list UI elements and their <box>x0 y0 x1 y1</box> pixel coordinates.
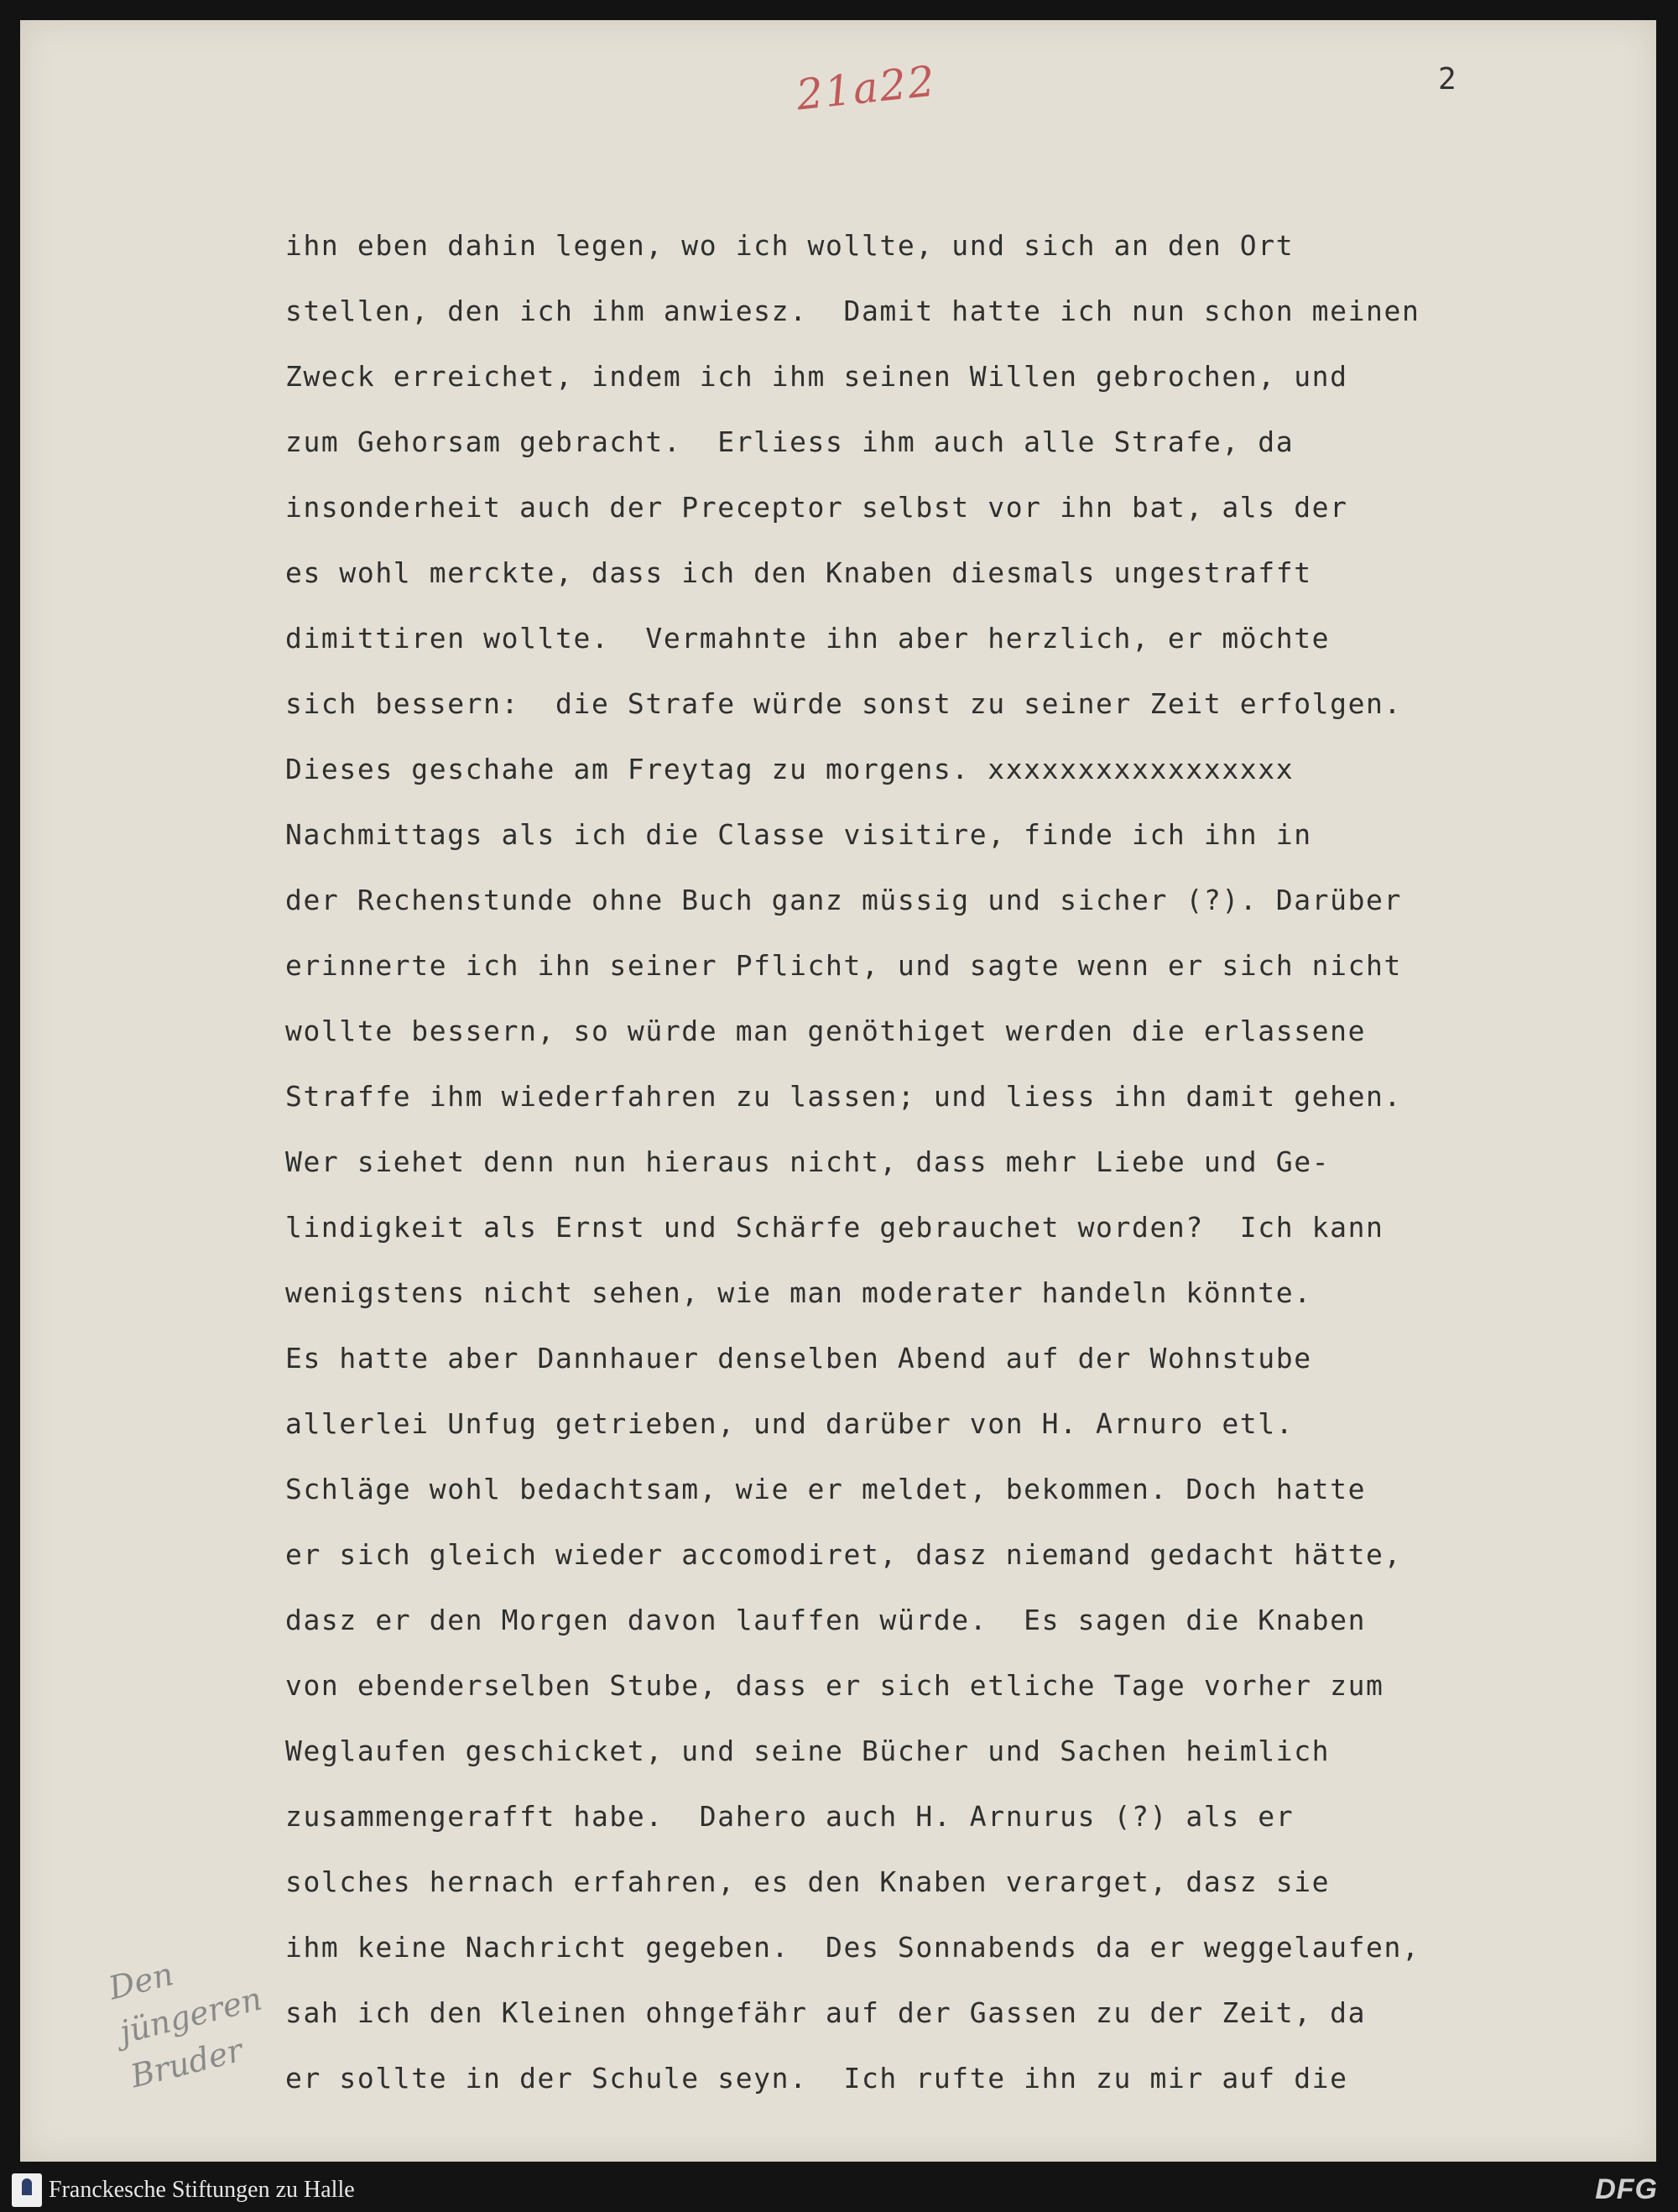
text-line: stellen, den ich ihm anwiesz. Damit hatte ich nun schon meinen <box>285 295 1420 327</box>
handwritten-margin-note: Den jüngeren Bruder <box>105 1955 266 2095</box>
text-line: sich bessern: die Strafe würde sonst zu seiner Zeit erfolgen. <box>285 687 1402 720</box>
text-line: der Rechenstunde ohne Buch ganz müssig und sicher (?). Darüber <box>285 884 1402 916</box>
text-line: von ebenderselben Stube, dass er sich etliche Tage vorher zum <box>285 1669 1384 1702</box>
archive-logo-icon <box>12 2173 42 2207</box>
text-line: erinnerte ich ihn seiner Pflicht, und sagte wenn er sich nicht <box>285 949 1402 982</box>
text-line: wenigstens nicht sehen, wie man moderater handeln könnte. <box>285 1276 1312 1309</box>
typed-text-body <box>285 213 1561 2111</box>
text-line: Weglaufen geschicket, und seine Bücher und Sachen heimlich <box>285 1735 1331 1767</box>
archive-name: Franckesche Stiftungen zu Halle <box>49 2177 355 2203</box>
text-line: zusammengerafft habe. Dahero auch H. Arnurus (?) als er <box>285 1800 1295 1833</box>
text-line: er sollte in der Schule seyn. Ich rufte ihn zu mir auf die <box>285 2062 1348 2095</box>
text-line: allerlei Unfug getrieben, und darüber von H. Arnuro etl. <box>285 1407 1295 1440</box>
text-line: insonderheit auch der Preceptor selbst vor ihn bat, als der <box>285 491 1348 524</box>
text-line: zum Gehorsam gebracht. Erliess ihm auch alle Strafe, da <box>285 425 1295 458</box>
text-line: Zweck erreichet, indem ich ihm seinen Willen gebrochen, und <box>285 360 1348 393</box>
page-number: 2 <box>1438 62 1457 97</box>
text-line: ihm keine Nachricht gegeben. Des Sonnabends da er weggelaufen, <box>285 1931 1420 1964</box>
text-line: Straffe ihm wiederfahren zu lassen; und liess ihn damit gehen. <box>285 1080 1402 1113</box>
viewer-footer-bar <box>0 2168 1678 2212</box>
text-line: dimittiren wollte. Vermahnte ihn aber herzlich, er möchte <box>285 622 1331 655</box>
text-line: sah ich den Kleinen ohngefähr auf der Gassen zu der Zeit, da <box>285 1996 1367 2029</box>
text-line: solches hernach erfahren, es den Knaben verarget, dasz sie <box>285 1865 1331 1898</box>
text-line: dasz er den Morgen davon lauffen würde. Es sagen die Knaben <box>285 1604 1367 1636</box>
text-line: er sich gleich wieder accomodiret, dasz niemand gedacht hätte, <box>285 1538 1402 1571</box>
text-line: Dieses geschahe am Freytag zu morgens. xxxxxxxxxxxxxxxxx <box>285 753 1295 785</box>
text-line: Wer siehet denn nun hieraus nicht, dass mehr Liebe und Ge- <box>285 1145 1331 1178</box>
dfg-logo: DFG <box>1595 2173 1658 2205</box>
text-line: wollte bessern, so würde man genöthiget werden die erlassene <box>285 1015 1367 1047</box>
archive-reference-number: 21a22 <box>794 56 939 120</box>
text-line: lindigkeit als Ernst und Schärfe gebrauchet worden? Ich kann <box>285 1211 1384 1244</box>
text-line: es wohl merckte, dass ich den Knaben diesmals ungestrafft <box>285 556 1312 589</box>
text-line: Schläge wohl bedachtsam, wie er meldet, bekommen. Doch hatte <box>285 1473 1367 1505</box>
text-line: Nachmittags als ich die Classe visitire, finde ich ihn in <box>285 818 1312 851</box>
text-line: Es hatte aber Dannhauer denselben Abend auf der Wohnstube <box>285 1342 1312 1375</box>
document-page <box>20 20 1656 2162</box>
text-line: ihn eben dahin legen, wo ich wollte, und sich an den Ort <box>285 229 1295 262</box>
